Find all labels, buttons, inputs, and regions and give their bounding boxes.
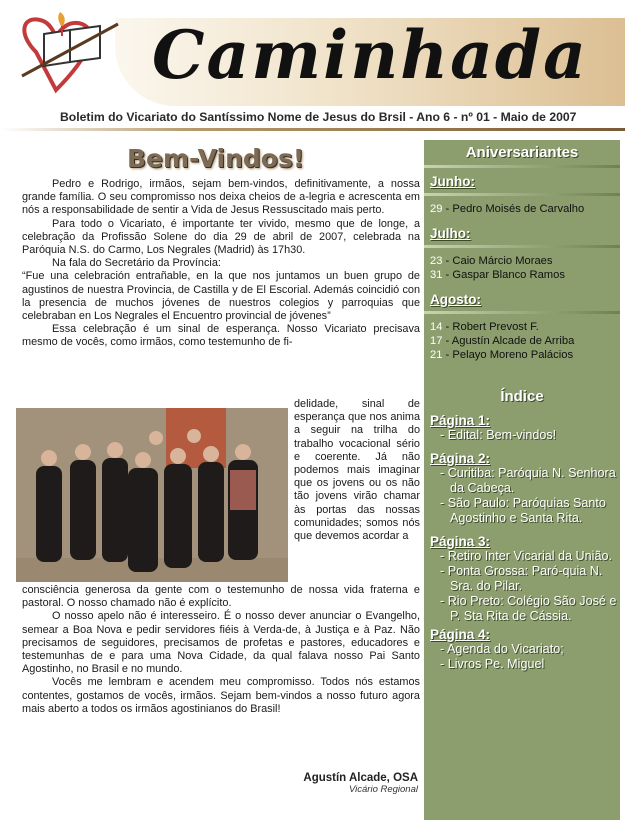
index-title: Índice <box>500 388 544 405</box>
newsletter-header <box>0 0 625 135</box>
index-page-heading: Página 3: <box>430 534 491 549</box>
birthday-item <box>424 254 620 268</box>
signature-block <box>303 772 418 795</box>
birthday-item <box>424 348 620 362</box>
birthday-name: - Robert Prevost F. <box>442 321 539 333</box>
birthday-name: - Gaspar Blanco Ramos <box>442 269 565 281</box>
article-body-bottom <box>22 584 420 716</box>
sidebar-divider <box>424 165 620 168</box>
birthday-name: - Agustín Alcade de Arriba <box>442 335 575 347</box>
group-photo-image <box>16 408 288 582</box>
month-heading: Agosto: <box>430 292 481 307</box>
index-item: - Rio Preto: Colégio São José e P. Sta Rita de Cássia. <box>440 594 617 623</box>
birthdays-title: Aniversariantes <box>465 144 579 161</box>
index-item: - Livros Pe. Miguel <box>440 657 545 671</box>
article-quote: “Fue una celebración entrañable, en la que nos juntamos un buen grupo de agustinos de nuestra Provincia, de Castilla y de El Escorial. Además coincidió con la presencia de muchos jóvenes de nuestros colegios y parroquias que celebraban en Los Negrales el Encuentro provincial de jóvenes” <box>22 270 420 323</box>
birthday-name: - Pelayo Moreno Palácios <box>442 349 574 361</box>
masthead-title: Caminhada <box>152 16 588 94</box>
header-divider <box>0 128 625 131</box>
birthday-name: - Pedro Moisés de Carvalho <box>442 203 585 215</box>
birthday-name: - Caio Márcio Moraes <box>442 255 553 267</box>
article-paragraph: Pedro e Rodrigo, irmãos, sejam bem-vindos, definitivamente, a nossa grande família. O seu compromisso nos deixa cheios de a-legria e acrescenta em nós a responsabilidade de sentir a Vida de Jesus Ressuscitado mais perto. <box>22 178 420 217</box>
main-article <box>22 140 420 820</box>
article-paragraph: Para todo o Vicariato, é importante ter vivido, mesmo que de longe, a celebração da Profissão Solene do dia 29 de abril de 2007, celebrada na Paróquia N.S. do Carmo, Los Negrales (Madrid) às 17h30. <box>22 217 420 257</box>
birthday-item <box>424 334 620 348</box>
index-item: - Edital: Bem-vindos! <box>440 428 557 442</box>
birthday-day: 29 <box>430 203 443 215</box>
birthday-item <box>424 202 620 216</box>
sidebar-divider <box>424 245 620 248</box>
birthday-day: 17 <box>430 335 443 347</box>
sidebar <box>424 140 620 820</box>
article-title: Bem-Vindos! <box>127 144 305 173</box>
index-item: - São Paulo: Paróquias Santo Agostinho e Santa Rita. <box>440 496 606 525</box>
index-item: - Retiro Inter Vicarial da União. <box>440 549 612 563</box>
index-page-heading: Página 4: <box>430 627 491 642</box>
article-paragraph: Essa celebração é um sinal de esperança. Nosso Vicariato precisava mesmo de vocês, como irmãos, como testemunho de fi- <box>22 323 420 349</box>
month-heading: Julho: <box>430 226 471 241</box>
index-page-heading: Página 2: <box>430 451 491 466</box>
article-wrap-text: delidade, sinal de esperança que nos anima a seguir na trilha do trabalho vocacional sério e coerente. Já não podemos mais imaginar que os jovens ou os não tão jovens virão chamar às portas das nossas comunidades; somos nós que devemos acordar a <box>294 398 420 543</box>
birthday-day: 31 <box>430 269 443 281</box>
masthead-subtitle: Boletim do Vicariato do Santíssimo Nome de Jesus do Brsil - Ano 6 - nº 01 - Maio de 2007 <box>60 110 577 124</box>
heart-book-logo-icon <box>8 4 126 100</box>
article-paragraph: consciência generosa da gente com o testemunho de nossa vida fraterna e pastoral. O nosso chamado não é explícito. <box>22 584 420 610</box>
signature-name: Agustín Alcade, OSA <box>303 772 418 784</box>
sidebar-divider <box>424 193 620 196</box>
group-photo <box>16 408 288 582</box>
index-item: - Curitiba: Paróquia N. Senhora da Cabeça. <box>440 466 616 495</box>
sidebar-divider <box>424 311 620 314</box>
birthday-item <box>424 268 620 282</box>
birthday-day: 23 <box>430 255 443 267</box>
birthday-item <box>424 320 620 334</box>
birthday-day: 14 <box>430 321 443 333</box>
month-heading: Junho: <box>430 174 475 189</box>
birthday-day: 21 <box>430 349 443 361</box>
article-paragraph: Na fala do Secretário da Província: <box>52 257 221 270</box>
index-page-heading: Página 1: <box>430 413 491 428</box>
signature-role: Vicário Regional <box>348 784 418 795</box>
article-paragraph: Vocês me lembram e acendem meu compromisso. Todos nós estamos contentes, gostamos de vocês, irmãos. Sejam bem-vindos a nosso futuro agora mais aberto a todos os irmãos agostinianos do Brasil! <box>22 676 420 715</box>
index-item: - Agenda do Vicariato; <box>440 642 564 656</box>
article-paragraph: O nosso apelo não é interesseiro. É o nosso dever anunciar o Evangelho, semear a Boa Nova e pedir servidores fiéis à Verda-de, à Justiça e à Paz. Não precisamos de seguidores, precisamos de profetas e pastores, educadores e testemunhas de e para uma Nova Cidade, da qual falava nosso Pai Santo Agostinho, no Brasil e no mundo. <box>22 610 420 676</box>
article-body-top <box>22 178 420 350</box>
index-item: - Ponta Grossa: Paró-quia N. Sra. do Pilar. <box>440 564 603 593</box>
